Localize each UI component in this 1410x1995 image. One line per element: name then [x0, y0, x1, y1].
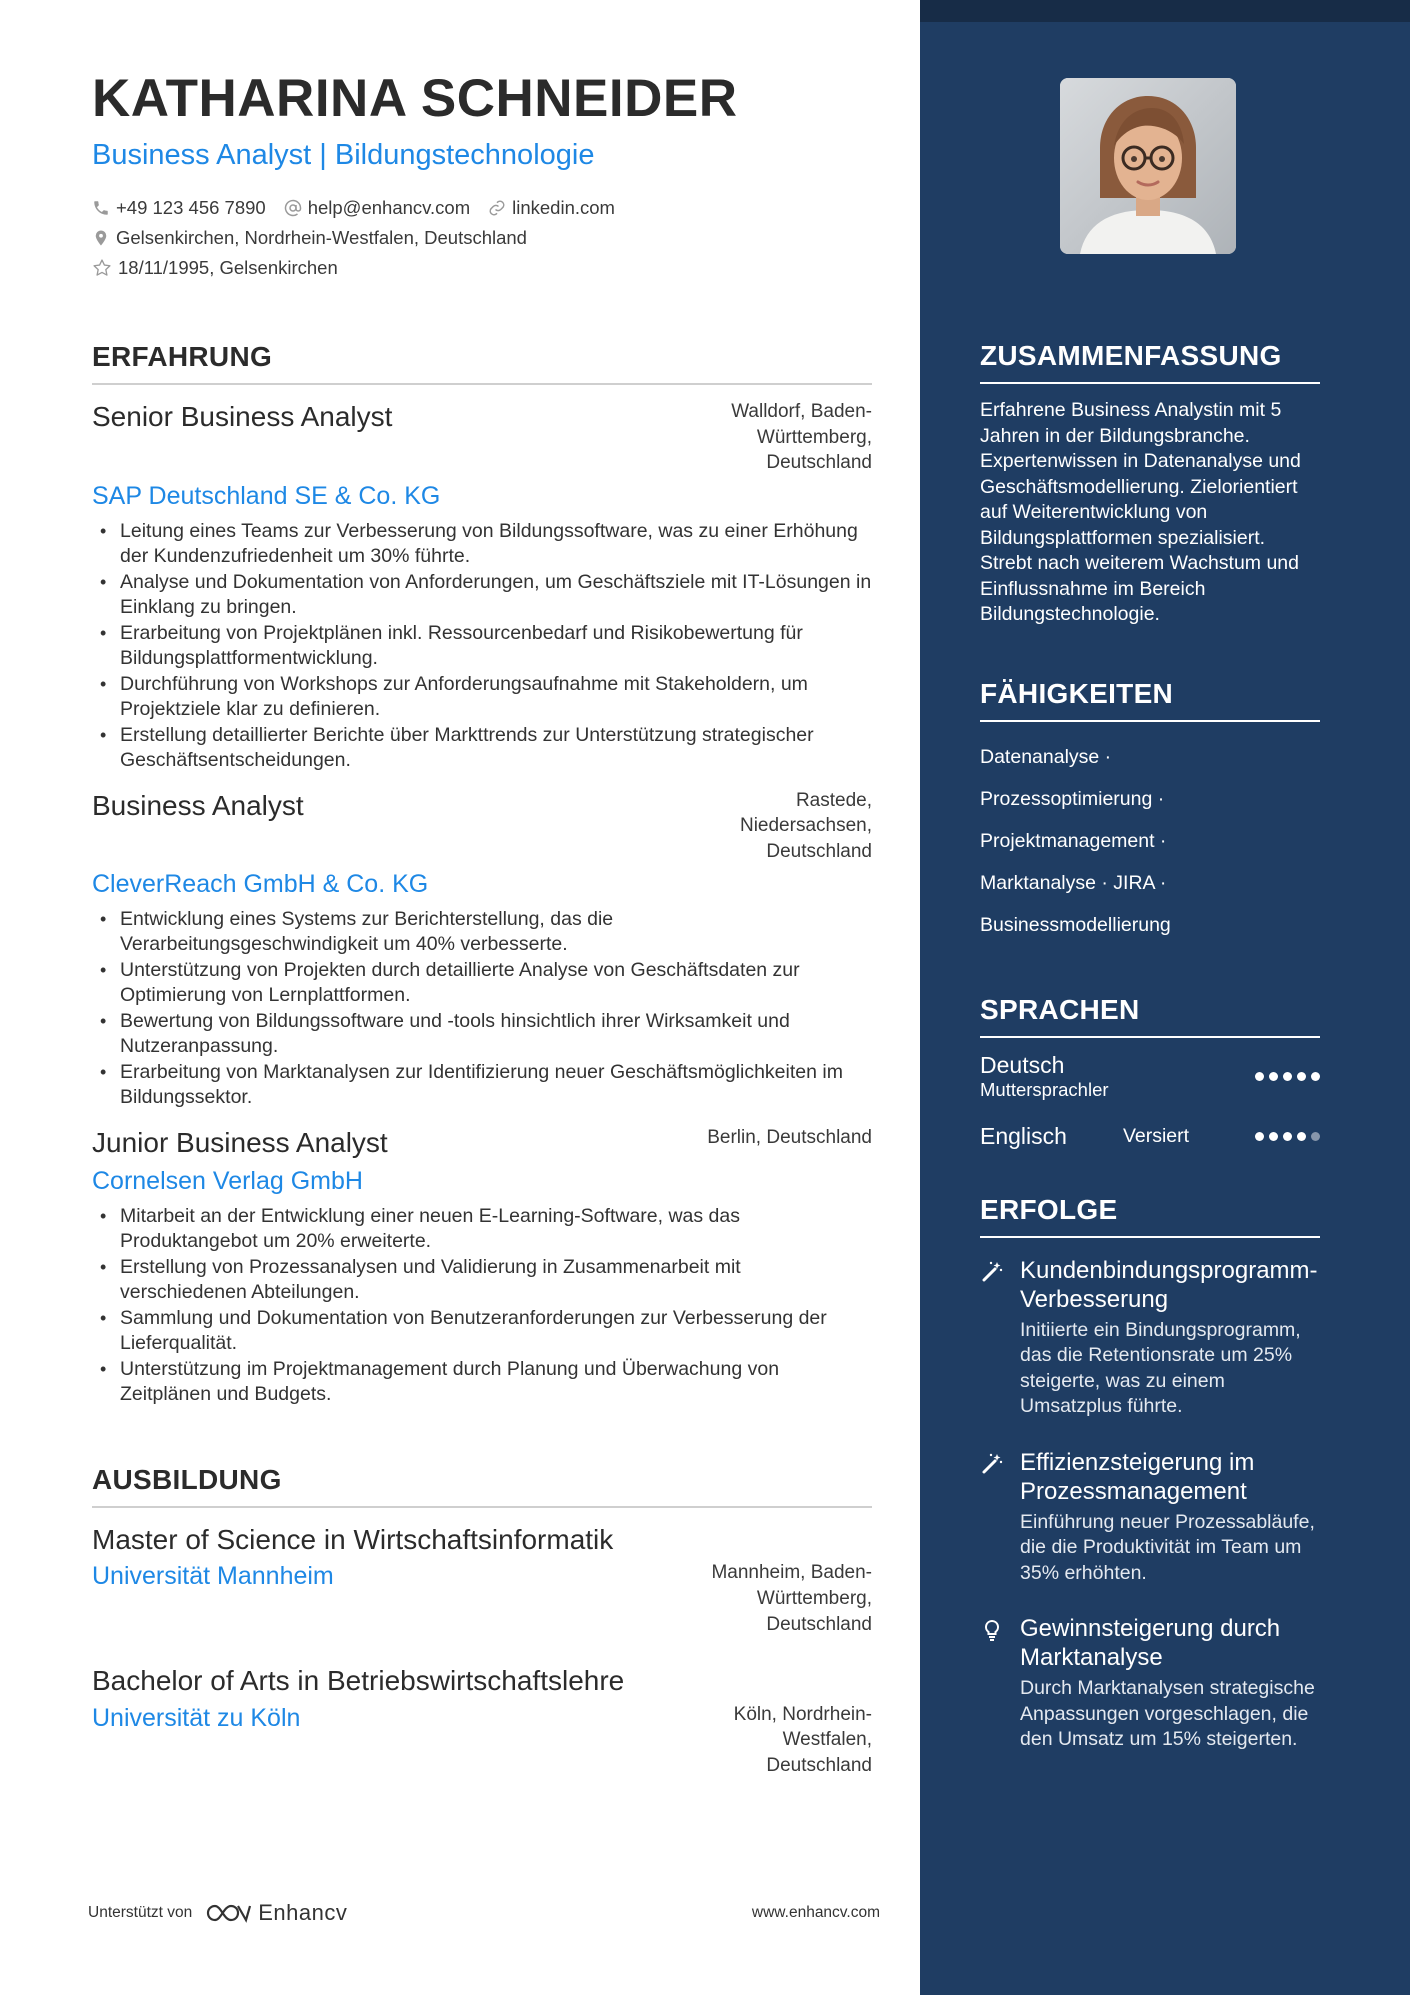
rating-dot-filled [1297, 1132, 1306, 1141]
sidebar-top-bar [920, 0, 1410, 22]
profile-photo [1060, 78, 1236, 254]
company-name[interactable]: CleverReach GmbH & Co. KG [92, 870, 429, 899]
experience-title: ERFAHRUNG [92, 341, 872, 385]
sidebar [920, 0, 1410, 1995]
achievements-section [980, 1194, 1320, 1753]
education-entry [92, 1663, 872, 1778]
degree-title: Bachelor of Arts in Betriebswirtschaftslehre [92, 1665, 625, 1697]
education-entry [92, 1522, 872, 1637]
brand-name: Enhancv [258, 1900, 348, 1925]
lightbulb-icon [980, 1618, 1004, 1642]
location-pin-icon [92, 229, 110, 247]
skills-list [980, 736, 1320, 946]
rating-dot-empty [1311, 1132, 1320, 1141]
birth-contact [92, 257, 338, 279]
achievements-title: ERFOLGE [980, 1194, 1320, 1238]
bullet-item: • Bewertung von Bildungssoftware und -tools hinsichtlich ihrer Wirksamkeit und Nutzeranpassung. [92, 1009, 872, 1060]
school-location: Mannheim, Baden-Württemberg, Deutschland [711, 1562, 872, 1635]
education-section [92, 1464, 872, 1779]
job-bullets [92, 907, 872, 1111]
achievement-item [980, 1448, 1320, 1587]
linkedin-contact[interactable] [488, 197, 615, 219]
achievement-description: Durch Marktanalysen strategische Anpassungen vorgeschlagen, die den Umsatz um 15% steigerten. [1020, 1677, 1315, 1750]
enhancv-logo[interactable] [204, 1900, 347, 1926]
bullet-item: • Erarbeitung von Projektplänen inkl. Ressourcenbedarf und Risikobewertung für Bildungsplattformentwicklung. [92, 621, 872, 672]
sidebar-content [980, 340, 1320, 1753]
achievement-title: Kundenbindungsprogramm-Verbesserung [1020, 1256, 1318, 1313]
rating-dot-filled [1283, 1132, 1292, 1141]
bullet-item: • Analyse und Dokumentation von Anforderungen, um Geschäftsziele mit IT-Lösungen in Einklang zu bringen. [92, 570, 872, 621]
language-level: Versiert [1122, 1124, 1190, 1147]
linkedin-text: linkedin.com [512, 197, 615, 219]
bullet-item: • Entwicklung eines Systems zur Berichterstellung, das die Verarbeitungsgeschwindigkeit um 40% verbesserte. [92, 907, 872, 958]
footer [88, 1900, 880, 1926]
bullet-item: • Durchführung von Workshops zur Anforderungsaufnahme mit Stakeholdern, um Projektziele klar zu definieren. [92, 672, 872, 723]
achievement-description: Einführung neuer Prozessabläufe, die die Produktivität im Team um 35% erhöhten. [1020, 1510, 1315, 1584]
bullet-item: • Unterstützung von Projekten durch detaillierte Analyse von Geschäftsdaten zur Optimierung von Lernplattformen. [92, 958, 872, 1009]
achievement-title: Gewinnsteigerung durch Marktanalyse [1020, 1615, 1281, 1671]
school-location: Köln, Nordrhein-Westfalen, Deutschland [733, 1703, 872, 1776]
bullet-item: • Erstellung detaillierter Berichte über Markttrends zur Unterstützung strategischer Geschäftsentscheidungen. [92, 723, 872, 774]
skill-line: Businessmodellierung [980, 913, 1171, 936]
job-bullets [92, 519, 872, 774]
achievement-item [980, 1614, 1320, 1753]
job-entry [92, 399, 872, 773]
languages-title: SPRACHEN [980, 994, 1320, 1038]
rating-dot-filled [1269, 1072, 1278, 1081]
bullet-item: • Mitarbeit an der Entwicklung einer neuen E-Learning-Software, was das Produktangebot um 20% erweiterte. [92, 1204, 872, 1255]
language-level: Muttersprachler [980, 1078, 1109, 1100]
website-link[interactable]: www.enhancv.com [751, 1904, 880, 1921]
language-name: Deutsch [980, 1051, 1065, 1078]
rating-dot-filled [1297, 1072, 1306, 1081]
skill-line: Projektmanagement · [980, 829, 1167, 852]
language-name: Englisch [980, 1122, 1067, 1149]
language-rating [1250, 1132, 1320, 1141]
phone-contact[interactable] [92, 197, 266, 219]
degree-title: Master of Science in Wirtschaftsinformatik [92, 1523, 614, 1555]
location-text: Gelsenkirchen, Nordrhein-Westfalen, Deutschland [116, 227, 527, 249]
magic-wand-icon [980, 1452, 1004, 1476]
candidate-role: Business Analyst | Bildungstechnologie [92, 139, 595, 172]
rating-dot-filled [1269, 1132, 1278, 1141]
phone-icon [92, 199, 110, 217]
skill-line: Prozessoptimierung · [980, 787, 1165, 810]
birth-text: 18/11/1995, Gelsenkirchen [118, 257, 338, 279]
skills-section [980, 678, 1320, 946]
powered-by-text: Unterstützt von [88, 1904, 193, 1921]
summary-title: ZUSAMMENFASSUNG [980, 340, 1320, 384]
enhancv-logo-icon [204, 1901, 252, 1925]
main-column [92, 70, 872, 1778]
job-bullets [92, 1204, 872, 1408]
experience-section [92, 341, 872, 1408]
language-rating [1250, 1072, 1320, 1081]
school-name[interactable]: Universität zu Köln [92, 1703, 301, 1732]
location-contact [92, 227, 527, 249]
magic-wand-icon [980, 1260, 1004, 1284]
job-location: Rastede, Niedersachsen, Deutschland [739, 789, 872, 862]
bullet-item: • Leitung eines Teams zur Verbesserung von Bildungssoftware, was zu einer Erhöhung der Kundenzufriedenheit um 30% führte. [92, 519, 872, 570]
summary-section [980, 340, 1320, 628]
email-contact[interactable] [284, 197, 470, 219]
skill-line: Datenanalyse · [980, 745, 1112, 768]
language-item [980, 1123, 1320, 1150]
achievement-description: Initiierte ein Bindungsprogramm, das die Retentionsrate um 25% steigerte, was zu einem Umsatzplus führte. [1020, 1318, 1301, 1417]
summary-text: Erfahrene Business Analystin mit 5 Jahren in der Bildungsbranche. Expertenwissen in Datenanalyse und Geschäftsmodellierung. Zielorientiert auf Weiterentwicklung von Bildungsplattformen spezialisiert. Strebt nach weiterem Wachstum und Einflussnahme im Bereich Bildungstechnologie. [980, 399, 1301, 625]
rating-dot-filled [1255, 1072, 1264, 1081]
email-text: help@enhancv.com [307, 197, 471, 219]
languages-section [980, 994, 1320, 1150]
skill-line: Marktanalyse · JIRA · [980, 871, 1167, 894]
school-name[interactable]: Universität Mannheim [92, 1562, 334, 1591]
achievement-title: Effizienzsteigerung im Prozessmanagement [1020, 1448, 1255, 1505]
company-name[interactable]: SAP Deutschland SE & Co. KG [92, 482, 441, 511]
job-location: Walldorf, Baden-Württemberg, Deutschland [731, 401, 872, 474]
candidate-name: KATHARINA SCHNEIDER [92, 69, 738, 128]
bullet-item: • Erstellung von Prozessanalysen und Validierung in Zusammenarbeit mit verschiedenen Abteilungen. [92, 1255, 872, 1306]
rating-dot-filled [1283, 1072, 1292, 1081]
bullet-item: • Erarbeitung von Marktanalysen zur Identifizierung neuer Geschäftsmöglichkeiten im Bildungssektor. [92, 1060, 872, 1111]
at-icon [284, 199, 302, 217]
profile-photo-image [1060, 78, 1236, 254]
contact-info [92, 193, 872, 283]
job-title: Business Analyst [92, 789, 304, 821]
job-entry [92, 788, 872, 1111]
bullet-item: • Unterstützung im Projektmanagement durch Planung und Überwachung von Zeitplänen und Budgets. [92, 1357, 872, 1408]
link-icon [488, 199, 506, 217]
company-name[interactable]: Cornelsen Verlag GmbH [92, 1167, 363, 1196]
job-title: Junior Business Analyst [92, 1126, 388, 1158]
star-icon [92, 258, 112, 278]
skills-title: FÄHIGKEITEN [980, 678, 1320, 722]
rating-dot-filled [1311, 1072, 1320, 1081]
phone-text: +49 123 456 7890 [116, 197, 266, 219]
job-title: Senior Business Analyst [92, 401, 393, 433]
job-entry [92, 1125, 872, 1408]
job-location: Berlin, Deutschland [707, 1126, 872, 1148]
rating-dot-filled [1255, 1132, 1264, 1141]
bullet-item: • Sammlung und Dokumentation von Benutzeranforderungen zur Verbesserung der Lieferqualität. [92, 1306, 872, 1357]
achievement-item [980, 1256, 1320, 1420]
education-title: AUSBILDUNG [92, 1464, 872, 1508]
language-item [980, 1052, 1320, 1101]
